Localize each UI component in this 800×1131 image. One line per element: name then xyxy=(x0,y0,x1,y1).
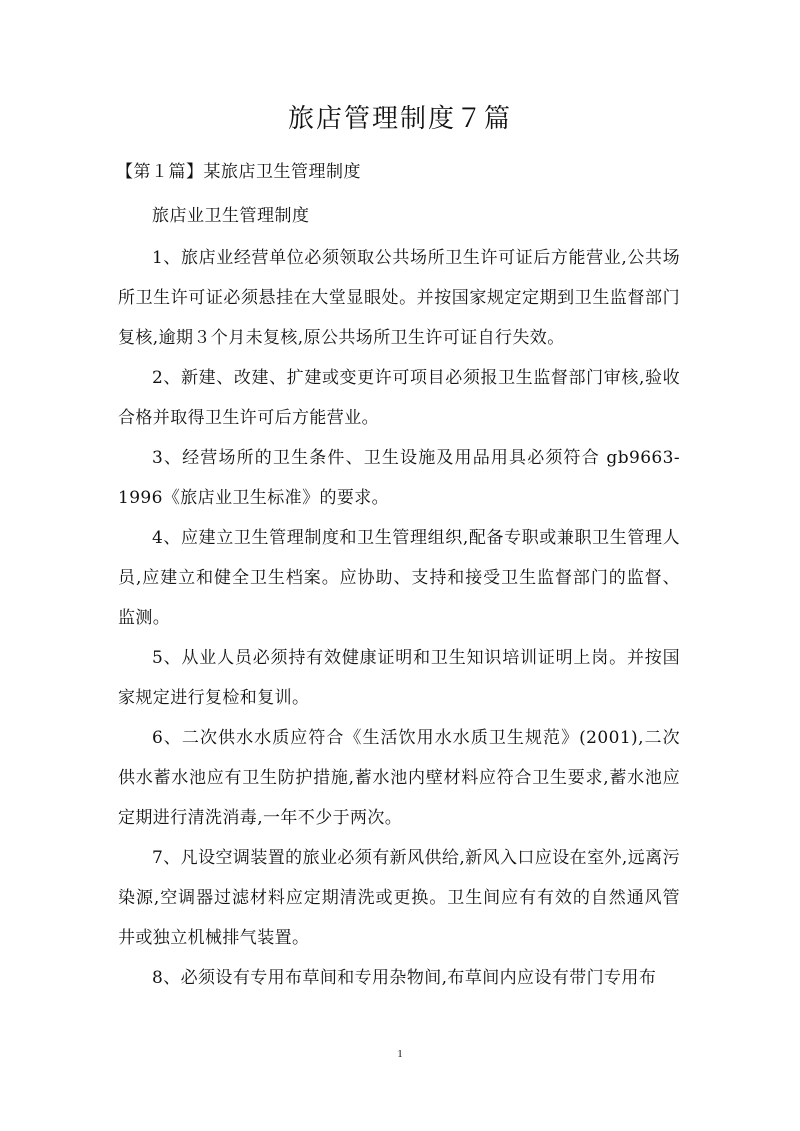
page-number: 1 xyxy=(397,1048,403,1060)
document-body xyxy=(118,152,680,998)
paragraph-7: 7、凡设空调装置的旅业必须有新风供给,新风入口应设在室外,远离污染源,空调器过滤材料应定期清洗或更换。卫生间应有有效的自然通风管井或独立机械排气装置。 xyxy=(118,848,680,948)
paragraph-8: 8、必须设有专用布草间和专用杂物间,布草间内应设有带门专用布 xyxy=(152,968,657,988)
paragraph-1: 1、旅店业经营单位必须领取公共场所卫生许可证后方能营业,公共场所卫生许可证必须悬挂在大堂显眼处。并按国家规定定期到卫生监督部门复核,逾期３个月未复核,原公共场所卫生许可证自行失效。 xyxy=(118,248,680,348)
paragraph-2: 2、新建、改建、扩建或变更许可项目必须报卫生监督部门审核,验收合格并取得卫生许可后方能营业。 xyxy=(118,368,680,428)
chapter-heading: 【第１篇】某旅店卫生管理制度 xyxy=(116,162,361,182)
paragraph-3: 3、经营场所的卫生条件、卫生设施及用品用具必须符合 gb9663-1996《旅店业卫生标准》的要求。 xyxy=(118,448,680,508)
section-subheading: 旅店业卫生管理制度 xyxy=(152,206,310,226)
paragraph-5: 5、从业人员必须持有效健康证明和卫生知识培训证明上岗。并按国家规定进行复检和复训。 xyxy=(118,648,680,708)
paragraph-4: 4、应建立卫生管理制度和卫生管理组织,配备专职或兼职卫生管理人员,应建立和健全卫生档案。应协助、支持和接受卫生监督部门的监督、监测。 xyxy=(118,528,680,628)
paragraph-6: 6、二次供水水质应符合《生活饮用水水质卫生规范》(2001),二次供水蓄水池应有卫生防护措施,蓄水池内壁材料应符合卫生要求,蓄水池应定期进行清洗消毒,一年不少于两次。 xyxy=(118,728,680,828)
document-title: 旅店管理制度７篇 xyxy=(287,104,512,134)
